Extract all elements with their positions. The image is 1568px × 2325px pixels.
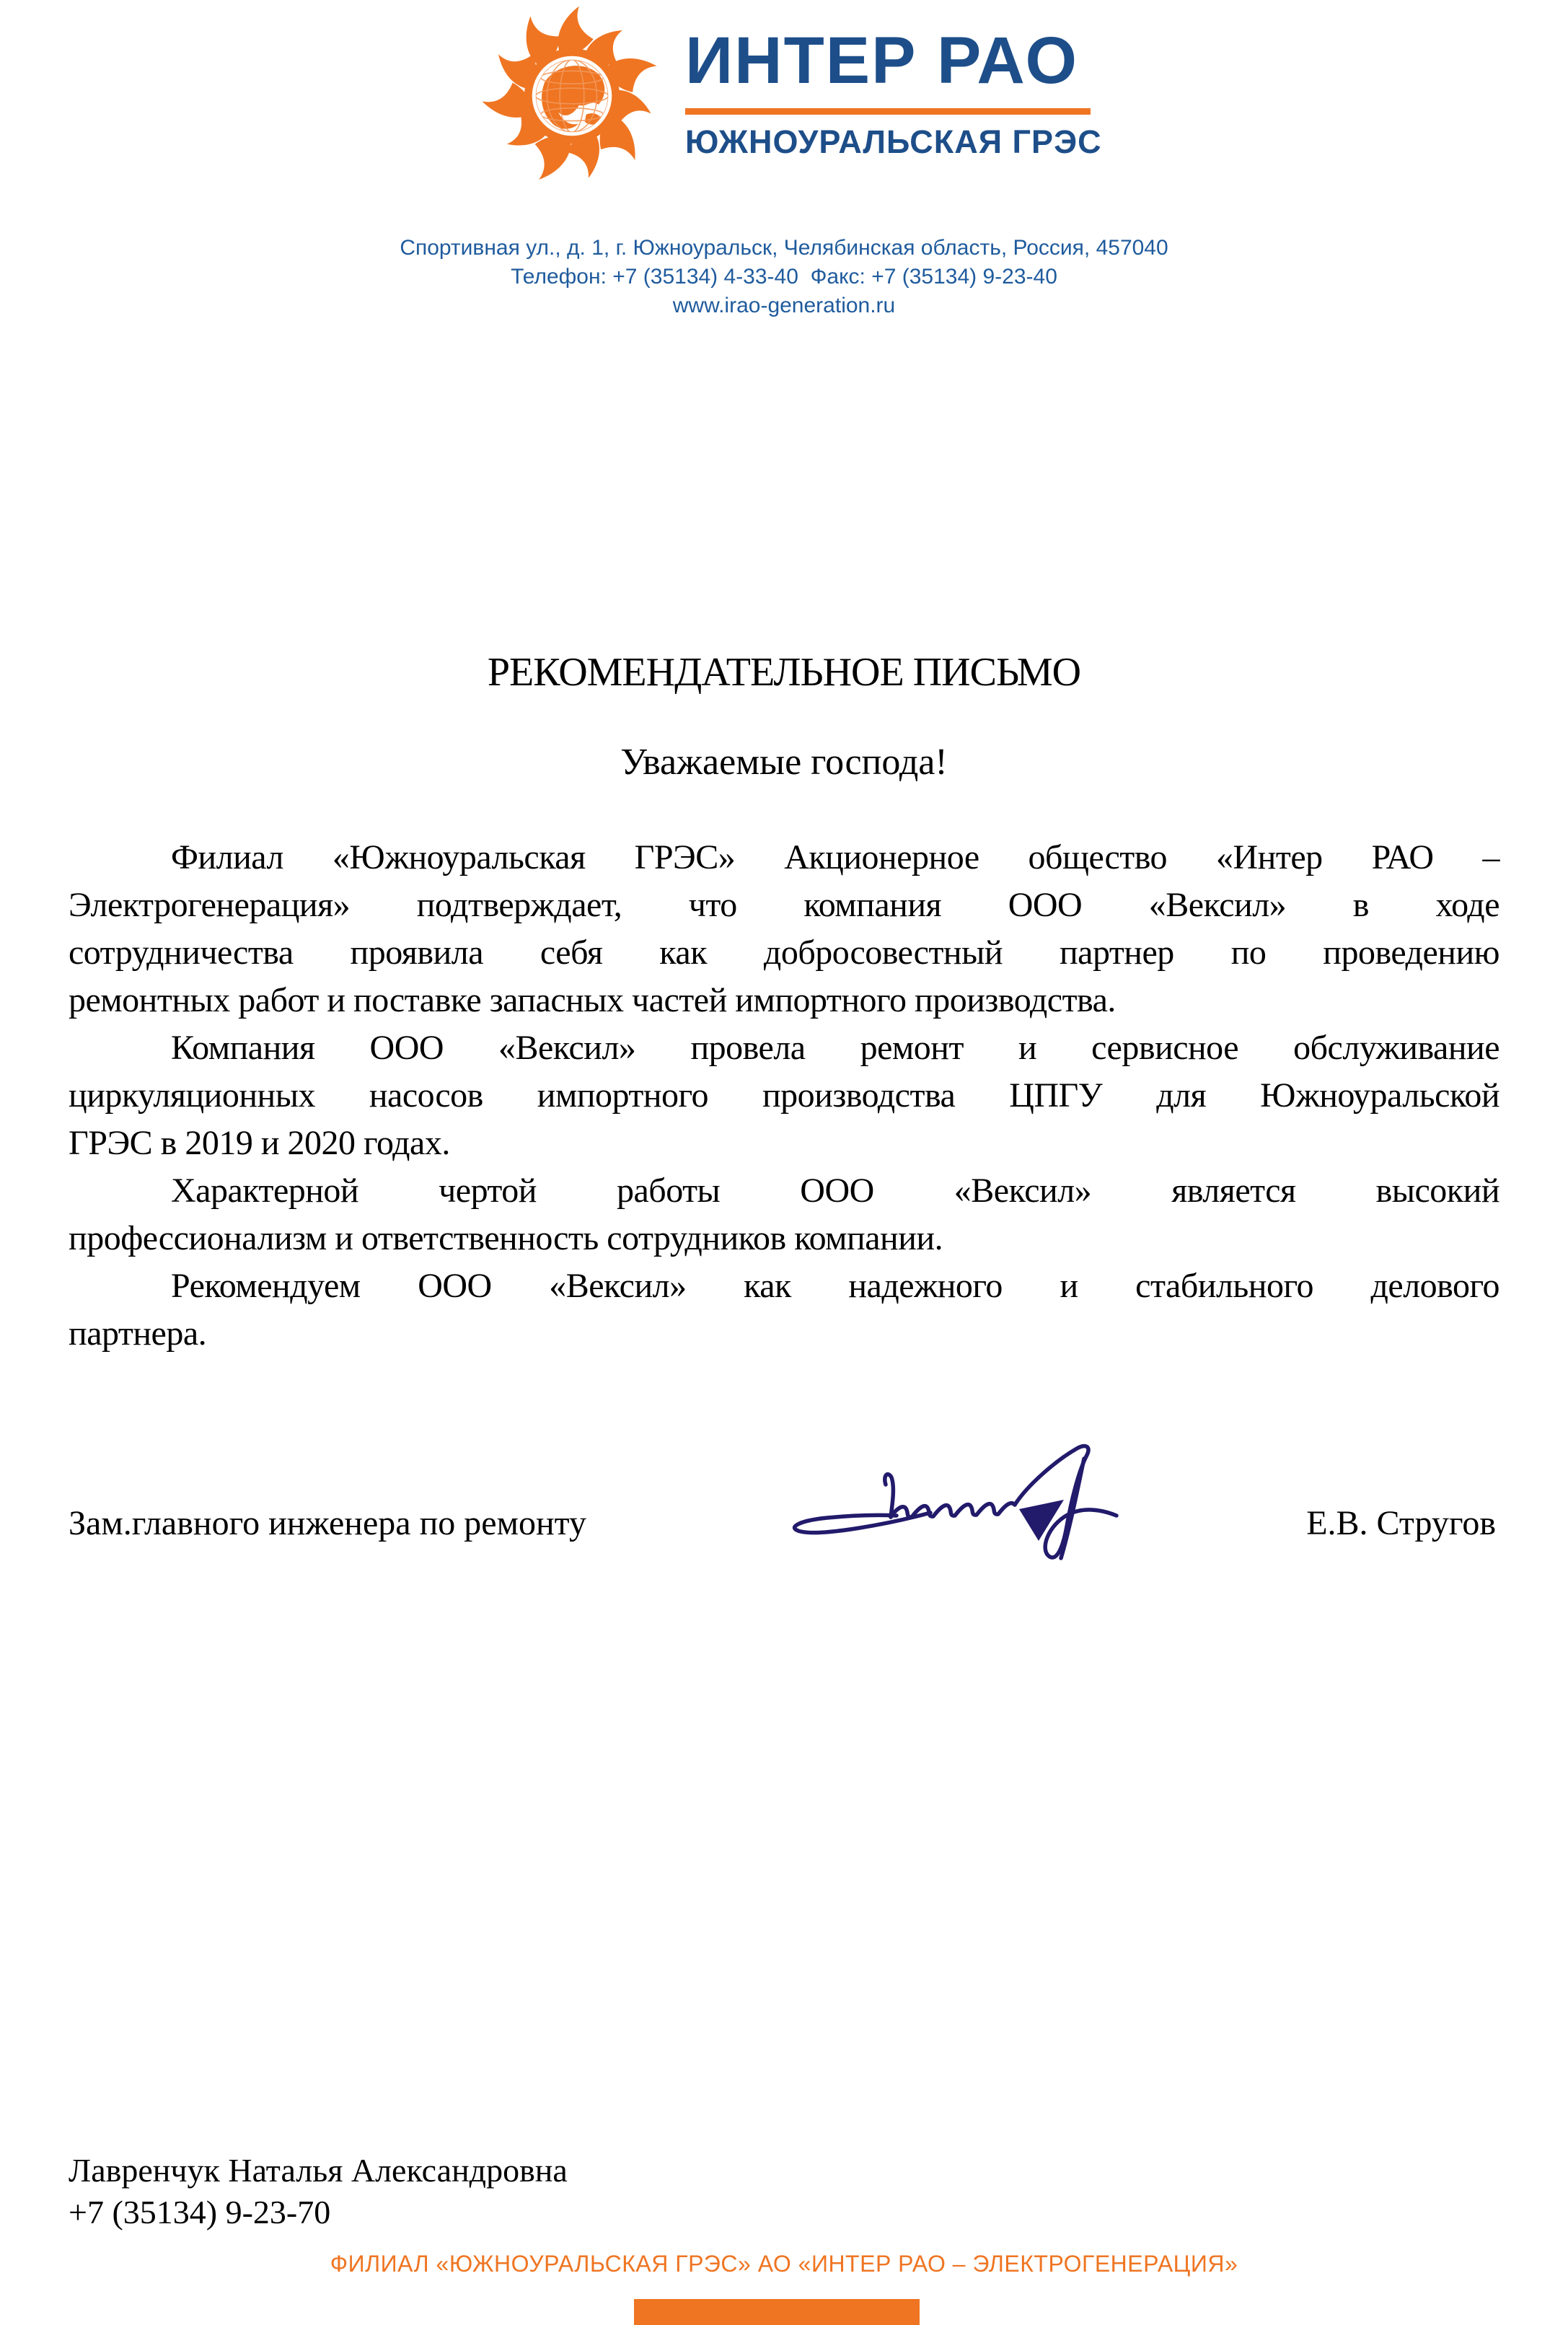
signature-position-label: Зам.главного инженера по ремонту [69, 1504, 586, 1542]
paragraph-line: ГРЭС в 2019 и 2020 годах. [69, 1124, 450, 1162]
paragraph-line: Компания ООО «Вексил» провела ремонт и сервисное обслуживание [171, 1029, 1499, 1067]
address-line-1: Спортивная ул., д. 1, г. Южноуральск, Челябинская область, Россия, 457040 [400, 236, 1168, 260]
paragraph-line: Электрогенерация» подтверждает, что компания ООО «Вексил» в ходе [69, 886, 1499, 924]
paragraph-line: профессионализм и ответственность сотрудников компании. [69, 1219, 943, 1257]
paragraph-line: партнера. [69, 1314, 207, 1353]
paragraph-line: сотрудничества проявила себя как добросовестный партнер по проведению [69, 933, 1499, 972]
company-logo-sun-icon [465, 3, 679, 189]
address-line-3: www.irao-generation.ru [672, 294, 896, 317]
brand-name: ИНТЕР РАО [685, 24, 1079, 97]
contact-phone: +7 (35134) 9-23-70 [69, 2194, 331, 2230]
letter-title: РЕКОМЕНДАТЕЛЬНОЕ ПИСЬМО [487, 650, 1081, 695]
paragraph-line: циркуляционных насосов импортного производства ЦПГУ для Южноуральской [69, 1076, 1499, 1115]
paragraph-line: Характерной чертой работы ООО «Вексил» является высокий [171, 1172, 1499, 1210]
contact-name: Лавренчук Наталья Александровна [69, 2152, 568, 2189]
letter-body [69, 834, 1499, 1358]
contact-block [69, 2150, 568, 2233]
footer-company-line: ФИЛИАЛ «ЮЖНОУРАЛЬСКАЯ ГРЭС» АО «ИНТЕР РАО – ЭЛЕКТРОГЕНЕРАЦИЯ» [330, 2251, 1238, 2277]
brand-subtitle: ЮЖНОУРАЛЬСКАЯ ГРЭС [685, 123, 1102, 160]
paragraph-line: ремонтных работ и поставке запасных частей импортного производства. [69, 981, 1116, 1019]
paragraph-line: Филиал «Южноуральская ГРЭС» Акционерное общество «Интер РАО – [171, 838, 1499, 876]
brand-divider [685, 108, 1091, 115]
handwritten-signature-icon [783, 1443, 1132, 1567]
letterhead-address [0, 234, 1568, 320]
salutation: Уважаемые господа! [620, 742, 948, 783]
signer-name: Е.В. Стругов [1306, 1504, 1496, 1542]
paragraph-line: Рекомендуем ООО «Вексил» как надежного и стабильного делового [171, 1267, 1499, 1305]
footer-orange-bar [634, 2299, 920, 2325]
address-line-2: Телефон: +7 (35134) 4-33-40 Факс: +7 (35134) 9-23-40 [511, 265, 1057, 289]
